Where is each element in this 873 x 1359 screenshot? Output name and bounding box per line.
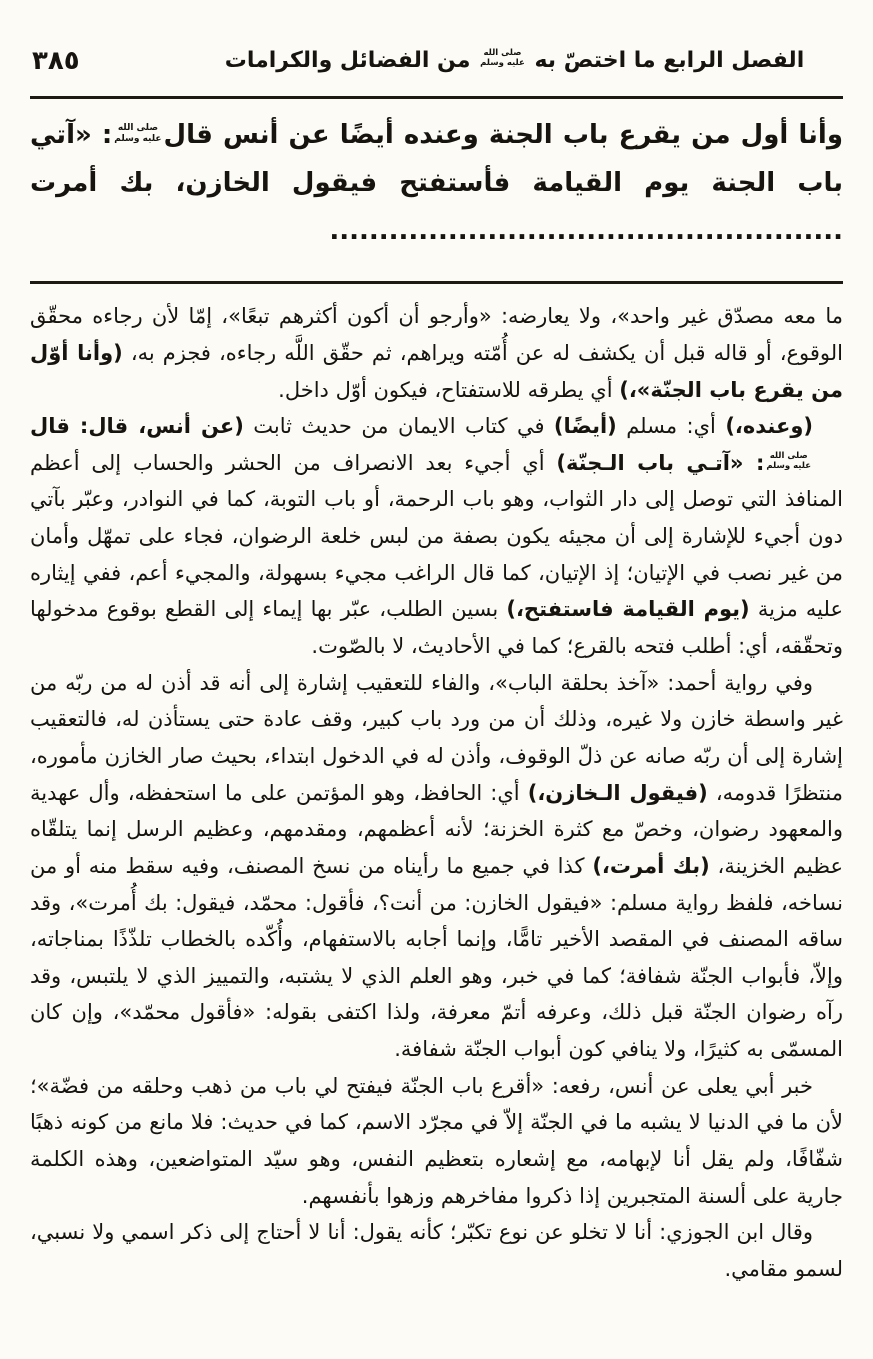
hadith-matn [30,111,843,255]
commentary-paragraph [30,1068,843,1215]
honorific-line2: عليه وسلم [480,58,525,68]
sallallahu-alayhi-wasallam-icon [480,49,525,68]
chapter-title [108,42,873,73]
commentary-bold-segment: (فيقول الـخازن،) [527,780,708,805]
honorific-line1: صلى الله [769,451,808,462]
honorific-line1: صلى الله [117,123,159,134]
commentary-text-segment: أي يطرقه للاستفتاح، فيكون أوّل داخل. [278,377,620,402]
chapter-title-right: الفصل الرابع ما اختصّ به [534,48,805,73]
commentary-bold-segment: (يوم القيامة فاستفتح،) [506,597,750,622]
sallallahu-alayhi-wasallam-icon [114,123,161,143]
commentary-bold-segment: (وعنده،) [725,414,813,439]
page-header [30,42,843,92]
commentary-text-segment: خبر أبي يعلى عن أنس، رفعه: «أقرع باب الجنّة فيفتح لي باب من ذهب وحلقه من فضّة»؛ لأن ما في الدنيا لا يشبه ما في الجنّة إلاّ في مجرّد الاسم، كما في حديث: فلا مانع من كونه ذهبًا شفّافًا، ولم يقل أنا لإبهامه، مع إشعاره بتعظيم النفس، وهو سيّد المتواضعين، وهذه الكلمة جارية على ألسنة المتجبرين إذا ذكروا مفاخرهم وزهوا بأنفسهم. [30,1073,843,1208]
commentary-bold-segment: (بك أمرت،) [592,853,710,878]
commentary-bold-segment: (وأنا أوّل من يقرع باب الجنّة»،) [30,340,843,402]
honorific-line2: عليه وسلم [114,133,162,144]
commentary-paragraph [30,665,843,1068]
commentary-text-segment: أي: مسلم [616,414,726,439]
commentary-text-segment: أي أجيء بعد الانصراف من الحشر والحساب إلى أعظم المنافذ التي توصل إلى دار الثواب، وهو باب الرحمة، أو باب التوبة، كما في النوادر، وعبّر بآتي دون أجيء للإشارة إلى أن مجيئه يكون بصفة من لبس خلعة الرضوان، فجاء على تمهّل وأمان من غير نصب في الإتيان؛ إذ الإتيان، كما قال الراغب مجيء بسهولة، والمجيء أعم، ففي إيثاره عليه مزية [30,450,844,622]
honorific-line2: عليه وسلم [766,460,811,471]
commentary-text-segment: ما معه مصدّق غير واحد»، ولا يعارضه: «وأرجو أن أكون أكثرهم تبعًا»، إمّا لأن رجاءه محقّق الوقوع، أو قاله قبل أن يكشف له عن أُمّته ويراهم، ثم حقّق اللَّه رجاءه، فجزم به، [30,304,844,365]
matn-divider [30,281,843,284]
header-divider [30,96,843,99]
commentary-bold-segment: (عن أنس، قال: قال [30,414,244,439]
commentary-text-segment: بسين الطلب، عبّر بها إيماء إلى القطع بوقوع مدخولها وتحقّقه، أي: أطلب فتحه بالقرع؛ كما في الأحاديث، لا بالصّوت. [30,597,843,659]
commentary-text-segment: أي: الحافظ، وهو المؤتمن على ما استحفظه، وأل عهدية والمعهود رضوان، وخصّ مع كثرة الخزنة؛ لأنه أعظمهم، ومقدمهم، وعظيم الرسل إنما يتلقّاه عظيم الخزينة، [30,780,843,878]
matn-text-start: وأنا أول من يقرع باب الجنة وعنده أيضًا عن أنس قال [163,120,843,150]
commentary-bold-segment: (أيضًا) [553,414,617,439]
commentary-text-segment: وفي رواية أحمد: «آخذ بحلقة الباب»، والفاء للتعقيب إشارة إلى أنه قد أذن له من ربّه من غير واسطة خازن ولا غيره، وذلك أن من ورد باب كبير، وقف عادة حتى يستأذن له، فالتعقيب إشارة إلى أن ربّه صانه عن ذلّ الوقوف، وأذن له في الدخول ابتداء، بحيث صار الخازن مأموره، منتظرًا قدومه، [30,670,843,805]
honorific-line1: صلى الله [483,48,522,59]
commentary-text-segment: في كتاب الايمان من حديث ثابت [243,414,554,439]
commentary-text-segment: كذا في جميع ما رأيناه من نسخ المصنف، وفيه سقط منه أو من نساخه، فلفظ رواية مسلم: «فيقول الخازن: من أنت؟، فأقول: محمّد، فيقول: بك أُمرت»، وقد ساقه المصنف في المقصد الأخير تامًّا، وإنما أجابه بالاستفهام، وأُكّده بالخطاب تلذّذًا بمناجاته، وإلاّ، فأبواب الجنّة شفافة؛ كما في خبر، وهو العلم الذي لا يشتبه، والتمييز الذي لا يلتبس، وقد رآه رضوان الجنّة قبل ذلك، وعرفه أتمّ معرفة، ولذا اكتفى بقوله: «فأقول محمّد»، وإن كان المسمّى به كثيرًا، ولا ينافي كون أبواب الجنّة شفافة. [30,853,843,1062]
matn-ellipsis-dots: .................................................... [329,216,843,247]
commentary-bold-segment: : «آتـي باب الـجنّة) [556,450,765,475]
commentary-text-segment: وقال ابن الجوزي: أنا لا تخلو عن نوع تكبّر؛ كأنه يقول: أنا لا أحتاج إلى ذكر اسمي ولا نسبي، لسمو مقامي. [30,1220,843,1281]
sallallahu-alayhi-wasallam-icon [766,452,841,471]
commentary-paragraph [30,298,843,408]
page-number: ٣٨٥ [32,46,80,76]
commentary-paragraph [30,1214,843,1287]
matn-text-end: : «آتي باب الجنة يوم القيامة فأستفتح فيقول الخازن، بك أمرت [30,120,843,199]
commentary [30,298,843,1287]
chapter-title-left: من الفضائل والكرامات [224,48,471,73]
commentary-paragraph [30,408,843,664]
